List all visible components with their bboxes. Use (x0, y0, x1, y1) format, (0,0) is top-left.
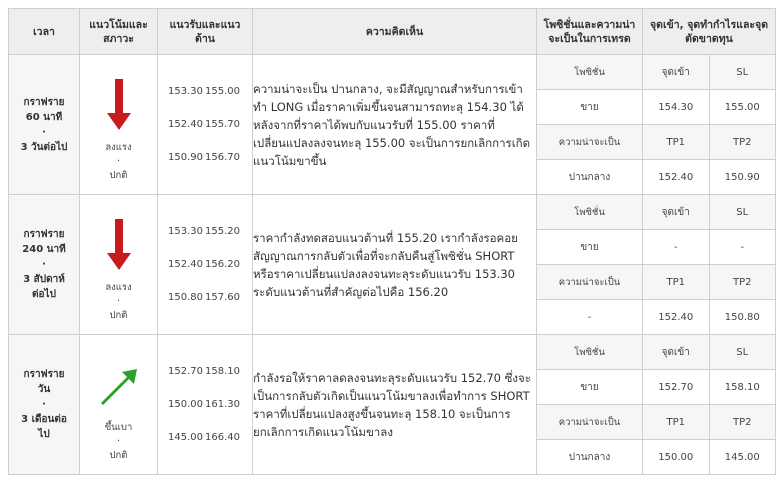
comment-cell: กำลังรอให้ราคาลดลงจนทะลุระดับแนวรับ 152.70 ซึ่งจะเป็นการกลับตัวเกิดเป็นแนวโน้มขาลงเพื่อทำการ SHORT ราคาที่เปลี่ยนแปลงสูงขึ้นจนทะลุ 158.10 จะเป็นการยกเลิกการเกิดแนวโน้มขาลง (253, 335, 537, 475)
support-value: 152.40 (168, 119, 203, 130)
header-position: โพซิชั่นและความน่าจะเป็นในการเทรด (537, 9, 643, 55)
timeframe-cell (9, 195, 80, 335)
grid-value: ปานกลาง (568, 451, 611, 463)
position-table (537, 335, 642, 474)
entry-table (643, 195, 775, 334)
timeframe-cell (9, 55, 80, 195)
grid-value: - (709, 230, 775, 265)
timeframe-line: 60 นาที (25, 111, 63, 123)
timeframe-line: ไป (38, 429, 50, 440)
support-resistance-cell (158, 335, 253, 475)
timeframe-line: กราฟราย (23, 229, 65, 240)
position-table (537, 195, 642, 334)
support-value: 145.00 (168, 432, 203, 443)
entry-table (643, 335, 775, 474)
grid-value: 154.30 (643, 90, 709, 125)
timeframe-line: กราฟราย (23, 96, 65, 108)
grid-label: ความน่าจะเป็น (537, 405, 642, 440)
entry-column (643, 195, 776, 335)
grid-label: SL (709, 195, 775, 230)
grid-value: 150.00 (658, 451, 694, 463)
trend-text (80, 141, 157, 183)
timeframe-line: วัน (37, 384, 51, 395)
trend-arrow (80, 69, 157, 131)
grid-value: 155.00 (709, 90, 775, 125)
resistance-value: 156.70 (205, 152, 240, 163)
trend-text (80, 421, 157, 463)
sr-row (158, 421, 252, 454)
grid-value: ขาย (537, 370, 642, 405)
grid-value: ปานกลาง (568, 171, 611, 183)
table-row (9, 55, 776, 195)
comment-cell: ความน่าจะเป็น ปานกลาง, จะมีสัญญาณสำหรับการเข้าทำ LONG เมื่อราคาเพิ่มขึ้นจนสามารถทะลุ 154.30 ได้หลังจากที่ราคาได้พบกับแนวรับที่ 155.00 ราคาที่เปลี่ยนแปลงลงจนทะลุ 155.00 จะเป็นการยกเลิกการเกิดแนวโน้มขาขึ้น (253, 55, 537, 195)
grid-value: 152.40 (658, 311, 694, 323)
grid-label: TP1 (643, 265, 709, 300)
timeframe-line: · (42, 399, 46, 410)
support-value: 152.70 (168, 366, 203, 377)
grid-value: ขาย (537, 230, 642, 265)
support-value: 150.80 (168, 292, 203, 303)
grid-value: 152.70 (643, 370, 709, 405)
support-resistance-cell (158, 55, 253, 195)
sr-row (158, 248, 252, 281)
table-row (9, 195, 776, 335)
arrow-down-icon (106, 79, 132, 131)
grid-label: TP2 (709, 125, 775, 160)
timeframe-line: · (42, 259, 46, 270)
grid-label: ความน่าจะเป็น (537, 265, 642, 300)
grid-value: 145.00 (709, 440, 775, 475)
grid-value: 158.10 (709, 370, 775, 405)
grid-label: โพซิชั่น (537, 195, 642, 230)
support-value: 150.00 (168, 399, 203, 410)
timeframe-line: · (42, 126, 46, 138)
timeframe-line: ต่อไป (32, 289, 56, 300)
resistance-value: 156.20 (205, 259, 240, 270)
resistance-value: 166.40 (205, 432, 240, 443)
grid-label: SL (709, 335, 775, 370)
resistance-value: 155.20 (205, 226, 240, 237)
trend-state: ปกติ (109, 309, 128, 321)
grid-label: ความน่าจะเป็น (537, 125, 642, 160)
header-time: เวลา (9, 9, 80, 55)
trend-separator: · (116, 435, 121, 447)
sr-row (158, 355, 252, 388)
arrow-up-right-icon (99, 367, 139, 411)
grid-label: จุดเข้า (643, 195, 709, 230)
support-resistance-cell (158, 195, 253, 335)
header-comment: ความคิดเห็น (253, 9, 537, 55)
grid-value: - (587, 311, 592, 323)
entry-column (643, 335, 776, 475)
support-value: 150.90 (168, 152, 203, 163)
trend-label: ขึ้นเบา (104, 421, 133, 433)
resistance-value: 161.30 (205, 399, 240, 410)
header-trend: แนวโน้มและสภาวะ (80, 9, 158, 55)
position-table (537, 55, 642, 194)
sr-row (158, 388, 252, 421)
entry-table (643, 55, 775, 194)
sr-row (158, 75, 252, 108)
grid-label: TP1 (643, 125, 709, 160)
trend-label: ลงแรง (105, 141, 132, 153)
grid-label: จุดเข้า (643, 335, 709, 370)
timeframe-line: 3 วันต่อไป (20, 141, 68, 153)
table-row (9, 335, 776, 475)
trend-separator: · (116, 295, 121, 307)
grid-label: โพซิชั่น (537, 335, 642, 370)
grid-value: - (643, 230, 709, 265)
timeframe-line: กราฟราย (23, 369, 65, 380)
sr-row (158, 281, 252, 314)
support-value: 153.30 (168, 86, 203, 97)
trend-state: ปกติ (109, 169, 128, 181)
trend-cell (80, 335, 158, 475)
grid-label: โพซิชั่น (537, 55, 642, 90)
grid-value: 150.90 (709, 160, 775, 195)
grid-label: จุดเข้า (643, 55, 709, 90)
grid-value: ขาย (537, 90, 642, 125)
resistance-value: 155.70 (205, 119, 240, 130)
arrow-down-icon (106, 219, 132, 271)
analysis-table (8, 8, 776, 475)
position-column (537, 195, 643, 335)
header-support-resistance: แนวรับและแนวต้าน (158, 9, 253, 55)
grid-value: 152.40 (658, 171, 694, 183)
trend-state: ปกติ (109, 449, 128, 461)
resistance-value: 157.60 (205, 292, 240, 303)
timeframe-line: 3 เดือนต่อ (21, 414, 67, 425)
grid-label: SL (709, 55, 775, 90)
resistance-value: 155.00 (205, 86, 240, 97)
comment-cell: ราคากำลังทดสอบแนวต้านที่ 155.20 เรากำลังรอคอยสัญญาณการกลับตัวเพื่อที่จะกลับคืนสู่โพซิชั่น SHORT หรือราคาเปลี่ยนแปลงลงจนทะลุระดับแนวรับ 153.30 ระดับแนวต้านที่สำคัญต่อไปคือ 156.20 (253, 195, 537, 335)
trend-cell (80, 55, 158, 195)
support-value: 153.30 (168, 226, 203, 237)
grid-label: TP2 (709, 265, 775, 300)
trend-cell (80, 195, 158, 335)
timeframe-line: 240 นาที (22, 244, 66, 255)
trend-label: ลงแรง (105, 281, 132, 293)
timeframe-line: 3 สัปดาห์ (23, 274, 65, 285)
header-entry: จุดเข้า, จุดทำกำไรและจุดตัดขาดทุน (643, 9, 776, 55)
sr-row (158, 215, 252, 248)
grid-label: TP1 (643, 405, 709, 440)
trend-separator: · (116, 155, 121, 167)
position-column (537, 335, 643, 475)
position-column (537, 55, 643, 195)
resistance-value: 158.10 (205, 366, 240, 377)
trend-arrow (80, 349, 157, 411)
grid-value: 150.80 (709, 300, 775, 335)
sr-row (158, 108, 252, 141)
trend-text (80, 281, 157, 323)
entry-column (643, 55, 776, 195)
sr-row (158, 141, 252, 174)
trend-arrow (80, 209, 157, 271)
support-value: 152.40 (168, 259, 203, 270)
grid-label: TP2 (709, 405, 775, 440)
timeframe-cell (9, 335, 80, 475)
header-row (9, 9, 776, 55)
